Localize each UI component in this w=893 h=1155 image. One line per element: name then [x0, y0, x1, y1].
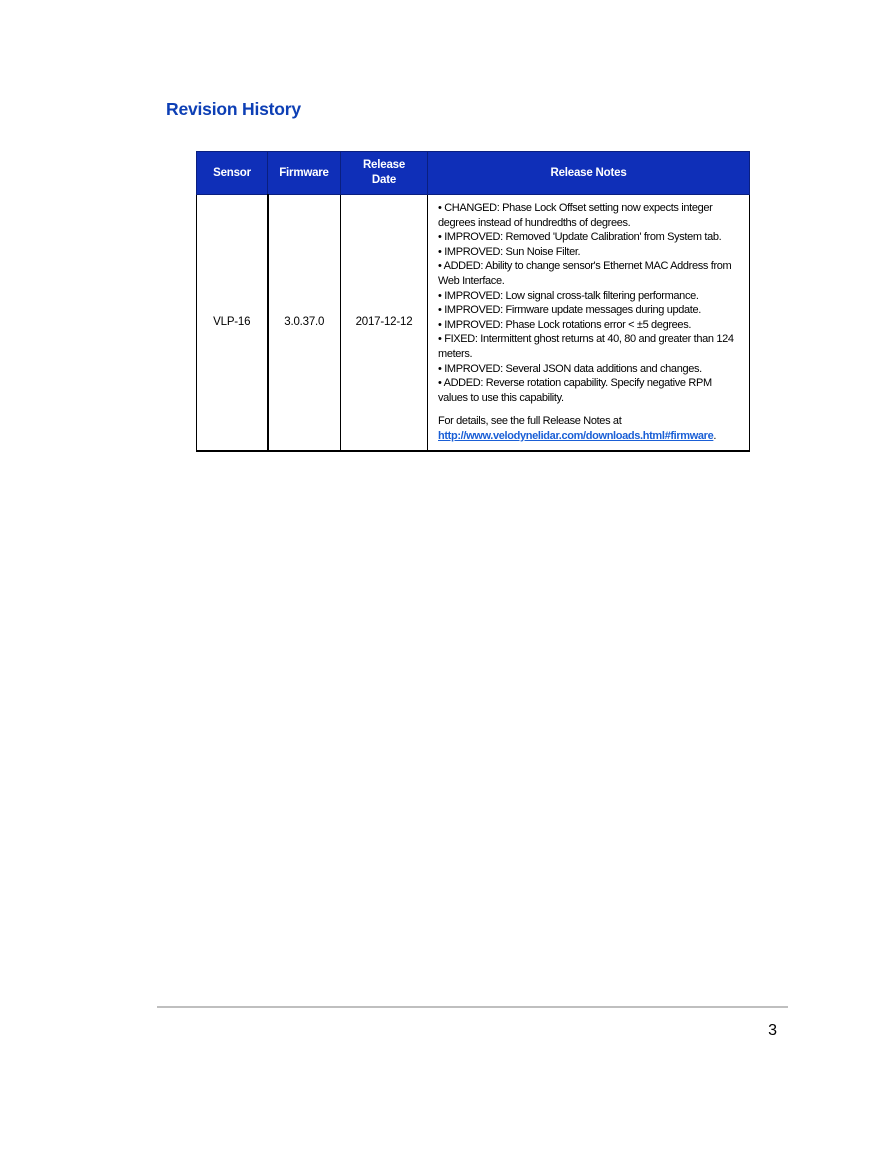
- release-note-item: • ADDED: Reverse rotation capability. Specify negative RPM values to use this capability.: [438, 377, 712, 404]
- release-note-item: • ADDED: Ability to change sensor's Ethernet MAC Address from Web Interface.: [438, 260, 732, 287]
- cell-release-date: 2017-12-12: [341, 195, 428, 451]
- header-release-notes: Release Notes: [428, 152, 750, 195]
- cell-release-notes: [428, 195, 750, 451]
- footer-divider: [157, 1006, 788, 1008]
- release-note-item: • CHANGED: Phase Lock Offset setting now expects integer degrees instead of hundredths of degrees.: [438, 202, 713, 229]
- release-note-item: • IMPROVED: Removed 'Update Calibration' from System tab.: [438, 231, 722, 244]
- release-note-item: • FIXED: Intermittent ghost returns at 40, 80 and greater than 124 meters.: [438, 333, 734, 360]
- header-release-date: [341, 152, 428, 195]
- release-notes-link[interactable]: http://www.velodynelidar.com/downloads.html#firmware: [438, 429, 714, 442]
- header-firmware: Firmware: [268, 152, 341, 195]
- release-note-item: • IMPROVED: Low signal cross-talk filtering performance.: [438, 289, 699, 302]
- header-release-date-line2: Date: [371, 174, 397, 186]
- release-note-item: • IMPROVED: Several JSON data additions and changes.: [438, 362, 702, 375]
- release-note-item: • IMPROVED: Sun Noise Filter.: [438, 245, 581, 258]
- cell-sensor: VLP-16: [197, 195, 268, 451]
- header-release-date-line1: Release: [362, 159, 406, 171]
- section-heading: Revision History: [166, 99, 301, 119]
- table-header-row: [197, 152, 750, 195]
- page-number: 3: [768, 1022, 777, 1039]
- release-notes-details: [438, 414, 741, 443]
- release-note-item: • IMPROVED: Phase Lock rotations error < ±5 degrees.: [438, 318, 692, 331]
- details-prefix: For details, see the full Release Notes at: [438, 415, 622, 428]
- cell-firmware: 3.0.37.0: [268, 195, 341, 451]
- table-row: [197, 195, 750, 451]
- header-sensor: Sensor: [197, 152, 268, 195]
- release-note-item: • IMPROVED: Firmware update messages during update.: [438, 304, 701, 317]
- details-suffix: .: [713, 429, 717, 442]
- revision-history-table: [196, 151, 750, 452]
